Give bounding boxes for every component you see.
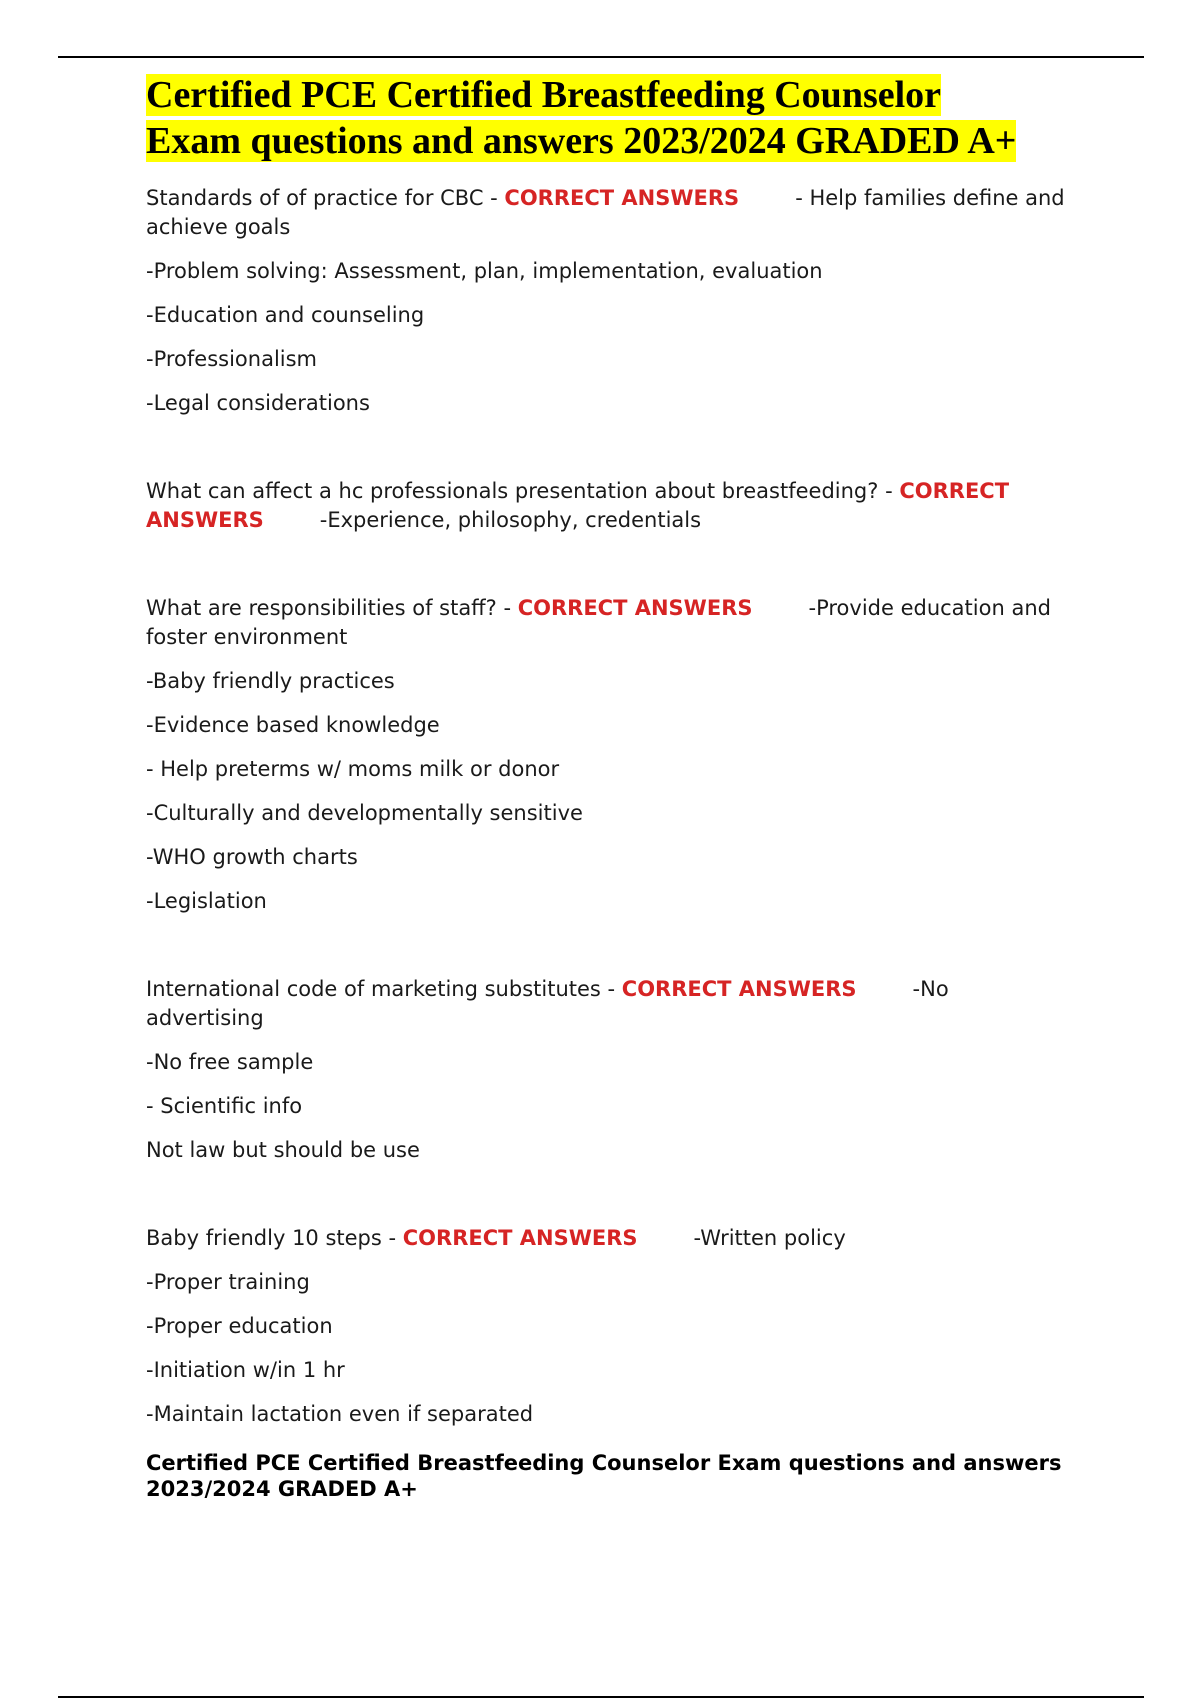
footer-title: Certified PCE Certified Breastfeeding Counselor Exam questions and answers 2023/2024 GRADED A+ [146,1451,1062,1501]
answer-text: -Provide education and foster environment [146,596,1051,649]
question [146,975,1066,1033]
title-line-2: Exam questions and answers 2023/2024 GRADED A+ [146,120,1017,162]
bottom-rule [58,1696,1144,1698]
question-text: International code of marketing substitutes - [146,977,622,1001]
question-text: Baby friendly 10 steps - [146,1226,403,1250]
answer-line: -Legal considerations [146,391,370,415]
answer-line: -Problem solving: Assessment, plan, implementation, evaluation [146,259,823,283]
answer-line: -Baby friendly practices [146,669,395,693]
answer-line: -No free sample [146,1050,314,1074]
answer-line: -Legislation [146,889,267,913]
section-spacer [146,418,1066,477]
question [146,594,1066,652]
question-text: What are responsibilities of staff? - [146,596,518,620]
question-text: Standards of of practice for CBC - [146,186,505,210]
correct-answers-tag: CORRECT ANSWERS [621,977,857,1001]
answer-line: -Proper training [146,1270,310,1294]
answer-line: Not law but should be use [146,1138,420,1162]
answer-line: -Evidence based knowledge [146,713,440,737]
section-spacer [146,535,1066,594]
answer-text: -Experience, philosophy, credentials [319,508,702,532]
answer-line: - Help preterms w/ moms milk or donor [146,757,560,781]
section-spacer [146,916,1066,975]
qa-section [146,975,1066,1165]
answer-text: -No advertising [146,977,949,1030]
correct-answers-tag: CORRECT ANSWERS [146,479,1010,532]
question [146,1224,1066,1253]
answer-line: - Scientific info [146,1094,303,1118]
qa-section [146,184,1066,418]
answer-line: -Professionalism [146,347,318,371]
question [146,477,1066,535]
correct-answers-tag: CORRECT ANSWERS [504,186,740,210]
correct-answers-tag: CORRECT ANSWERS [517,596,753,620]
answer-line: -Proper education [146,1314,333,1338]
top-rule [58,56,1144,58]
section-spacer [146,1165,1066,1224]
answer-line: -Maintain lactation even if separated [146,1402,534,1426]
correct-answers-tag: CORRECT ANSWERS [402,1226,638,1250]
answer-line: -Culturally and developmentally sensitive [146,801,583,825]
title-line-1: Certified PCE Certified Breastfeeding Counselor [146,74,942,116]
qa-section [146,1224,1066,1429]
question-text: What can affect a hc professionals presentation about breastfeeding? - [146,479,900,503]
answer-text: -Written policy [693,1226,846,1250]
qa-section [146,594,1066,916]
answer-line: -Education and counseling [146,303,425,327]
qa-section [146,477,1066,535]
document-title [146,72,1066,164]
answer-text: - Help families define and achieve goals [146,186,1065,239]
document-page [146,72,1066,1502]
answer-line: -Initiation w/in 1 hr [146,1358,345,1382]
answer-line: -WHO growth charts [146,845,358,869]
question [146,184,1066,242]
